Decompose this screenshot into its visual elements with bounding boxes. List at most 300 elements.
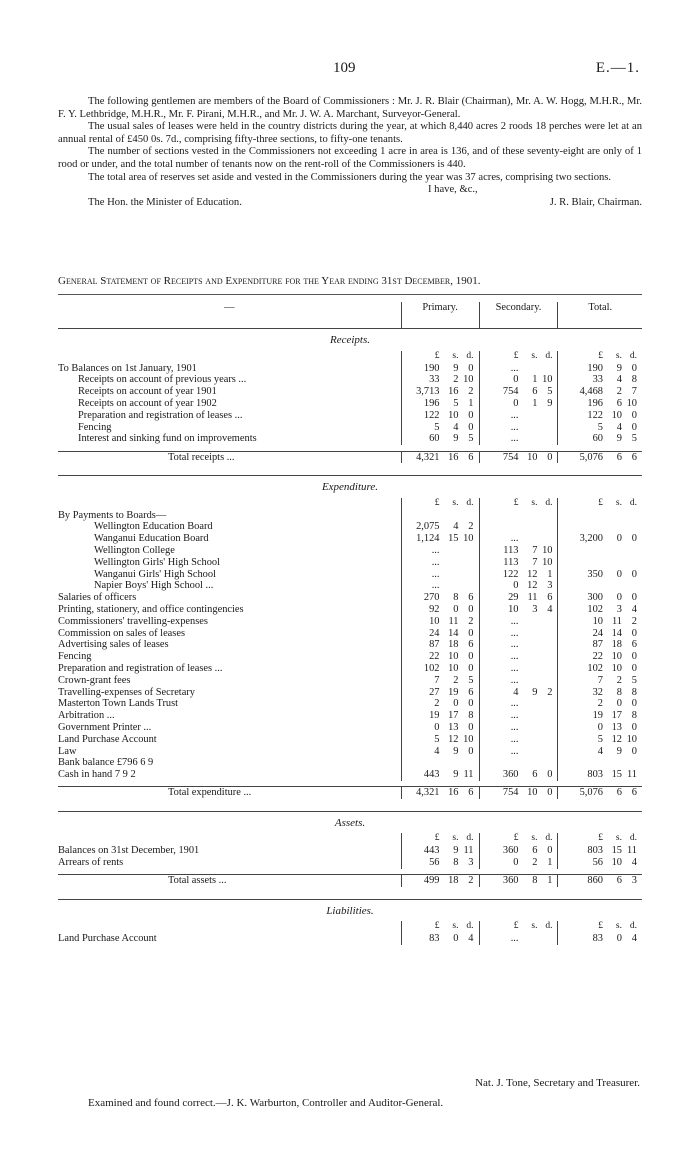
receipts-total-value-shillings: 6 xyxy=(616,397,622,409)
receipts-total-value-pounds: 60 xyxy=(592,433,603,445)
receipts-primary-value xyxy=(401,386,479,398)
liabilities-primary-value-pence: 4 xyxy=(468,933,474,945)
expenditure-primary-value-pounds: ... xyxy=(431,544,440,556)
expenditure-secondary-value xyxy=(479,722,558,734)
receipts-primary-value-pounds: 122 xyxy=(423,409,440,421)
expenditure-secondary-value xyxy=(479,569,558,581)
expenditure-total-value-pence: 10 xyxy=(626,733,637,745)
title-rule xyxy=(58,294,642,295)
receipts-total-value-pence: 5 xyxy=(631,433,637,445)
expenditure-primary-value-pounds: ... xyxy=(431,580,440,592)
expenditure-secondary-value xyxy=(479,616,558,628)
expenditure-row-label: Arbitration ... xyxy=(58,710,115,722)
expenditure-secondary-value-pounds: 113 xyxy=(503,556,519,568)
expenditure-primary-value-pounds: 92 xyxy=(429,603,440,615)
expenditure-total-value-pence: 8 xyxy=(631,710,637,722)
page-header xyxy=(0,60,700,80)
expenditure-primary-value-shillings: 9 xyxy=(453,745,459,757)
receipts-secondary-value xyxy=(479,386,558,398)
receipts-total-primary-shillings: 16 xyxy=(448,451,459,463)
receipts-row-label: To Balances on 1st January, 1901 xyxy=(58,362,197,374)
expenditure-primary-value-pence: 2 xyxy=(468,521,474,533)
expenditure-primary-value xyxy=(401,545,479,557)
expenditure-total-value-shillings: 10 xyxy=(611,662,622,674)
assets-total-secondary-pounds: 360 xyxy=(502,875,519,887)
expenditure-row xyxy=(58,675,642,687)
currency-unit: d. xyxy=(629,833,637,844)
expenditure-total-total-pence: 6 xyxy=(631,787,637,799)
currency-unit: s. xyxy=(452,833,459,844)
currency-unit: d. xyxy=(545,921,553,932)
expenditure-primary-value xyxy=(401,533,479,545)
expenditure-total-value-shillings: 0 xyxy=(616,568,622,580)
receipts-secondary-value-shillings: 1 xyxy=(532,397,538,409)
expenditure-row-label: Law xyxy=(58,745,77,757)
leader-dots xyxy=(208,616,401,628)
expenditure-secondary-value-pounds: ... xyxy=(510,651,519,663)
expenditure-primary-value-pence: 6 xyxy=(468,686,474,698)
receipts-total-value-pounds: 122 xyxy=(587,409,603,421)
currency-unit: £ xyxy=(513,350,519,361)
expenditure-secondary-value xyxy=(479,639,558,651)
expenditure-primary-value xyxy=(401,722,479,734)
receipts-secondary-value xyxy=(479,433,558,445)
expenditure-secondary-value-pence: 0 xyxy=(547,769,553,781)
expenditure-row xyxy=(58,722,642,734)
assets-total-value-shillings: 10 xyxy=(611,857,622,869)
receipts-secondary-value-pence: 10 xyxy=(542,374,553,386)
expenditure-primary-value-pence: 5 xyxy=(468,674,474,686)
expenditure-total-value-pounds: 7 xyxy=(597,674,603,686)
expenditure-secondary-value xyxy=(479,580,558,592)
expenditure-row xyxy=(58,734,642,746)
assets-total-value-pounds: 803 xyxy=(587,845,603,857)
leader-dots xyxy=(157,734,401,746)
expenditure-row-label: Wellington Girls' High School xyxy=(94,556,221,568)
leader-dots xyxy=(244,604,401,616)
expenditure-primary-value-pence xyxy=(459,580,474,592)
expenditure-total-value-pounds: 4 xyxy=(597,745,603,757)
expenditure-total-value xyxy=(558,675,642,687)
currency-unit: s. xyxy=(615,497,622,508)
liabilities-row-label: Land Purchase Account xyxy=(58,933,157,945)
leader-dots xyxy=(115,710,401,722)
expenditure-primary-value xyxy=(401,616,479,628)
receipts-total-value-pounds: 190 xyxy=(587,362,603,374)
expenditure-secondary-value-pounds: ... xyxy=(510,639,519,651)
expenditure-total-total xyxy=(558,787,642,799)
receipts-primary-value-shillings: 4 xyxy=(453,421,459,433)
expenditure-secondary-value-pounds: ... xyxy=(510,710,519,722)
currency-unit: s. xyxy=(452,921,459,932)
expenditure-primary-value-shillings: 14 xyxy=(448,627,459,639)
receipts-total-value-pence: 10 xyxy=(626,397,637,409)
expenditure-total-label: Total expenditure ... xyxy=(58,787,401,799)
expenditure-primary-value xyxy=(401,557,479,569)
receipts-total-value xyxy=(558,374,642,386)
leader-dots xyxy=(151,722,401,734)
expenditure-primary-value-pounds: 22 xyxy=(429,651,440,663)
currency-unit: d. xyxy=(629,350,637,361)
expenditure-secondary-value-shillings xyxy=(518,628,537,640)
receipts-secondary-value-pence xyxy=(537,410,552,422)
expenditure-primary-value-shillings: 10 xyxy=(448,651,459,663)
expenditure-total-value xyxy=(558,557,642,569)
assets-total-value-pence: 11 xyxy=(626,845,637,857)
expenditure-secondary-value-pounds: ... xyxy=(510,721,519,733)
expenditure-total-secondary-pounds: 754 xyxy=(502,787,519,799)
intro-paragraph-sales: The usual sales of leases were held in the country districts during the year, at which 8,440 acres 2 roods 18 perches were let at an annual rental of £450 0s. 7d., comprising fifty-three sections, to fifty-one tenants. xyxy=(58,121,642,145)
expenditure-total-value-shillings: 12 xyxy=(611,733,622,745)
expenditure-secondary-value-pounds: ... xyxy=(510,627,519,639)
expenditure-primary-value xyxy=(401,521,479,533)
receipts-primary-value-pence: 10 xyxy=(463,374,474,386)
leader-dots xyxy=(130,675,400,687)
expenditure-total-secondary xyxy=(479,787,558,799)
expenditure-secondary-value-shillings xyxy=(518,663,537,675)
currency-unit: s. xyxy=(452,497,459,508)
closing-line: I have, &c., xyxy=(428,184,478,196)
receipts-primary-value-pounds: 190 xyxy=(423,362,440,374)
currency-unit: s. xyxy=(531,833,538,844)
receipts-primary-value-pence: 0 xyxy=(468,362,474,374)
statement-title: General Statement of Receipts and Expenditure for the Year ending 31st December, 1901. xyxy=(58,275,481,287)
expenditure-primary-value-pounds: 27 xyxy=(429,686,440,698)
assets-primary-value xyxy=(401,845,479,857)
leader-dots xyxy=(91,651,400,663)
receipts-total-value-shillings: 4 xyxy=(616,374,622,386)
receipts-secondary-value-pence xyxy=(537,363,552,375)
assets-total-total-pounds: 860 xyxy=(587,875,603,887)
assets-total-total xyxy=(558,875,642,887)
expenditure-total-value-pounds: 300 xyxy=(587,592,603,604)
assets-primary-value-pence: 11 xyxy=(463,845,474,857)
expenditure-row-label: Napier Boys' High School ... xyxy=(94,580,214,592)
expenditure-secondary-value-pence: 4 xyxy=(547,603,553,615)
expenditure-secondary-value xyxy=(479,592,558,604)
expenditure-row xyxy=(58,710,642,722)
expenditure-primary-value-pence xyxy=(459,569,474,581)
expenditure-total-value-pounds: 102 xyxy=(587,603,603,615)
currency-unit: d. xyxy=(629,921,637,932)
expenditure-total-value xyxy=(558,746,642,758)
expenditure-row-label: Travelling-expenses of Secretary xyxy=(58,686,195,698)
expenditure-primary-value xyxy=(401,651,479,663)
secretary-signature: Nat. J. Tone, Secretary and Treasurer. xyxy=(475,1077,640,1089)
currency-unit: d. xyxy=(545,497,553,508)
currency-unit: d. xyxy=(466,497,474,508)
receipts-primary-value-pence: 0 xyxy=(468,421,474,433)
assets-total-label: Total assets ... xyxy=(58,875,401,887)
expenditure-total-value xyxy=(558,722,642,734)
leader-dots xyxy=(242,410,400,422)
receipts-primary-value-pounds: 60 xyxy=(429,433,440,445)
expenditure-secondary-value-shillings xyxy=(518,734,537,746)
expenditure-primary-value-shillings: 0 xyxy=(453,603,459,615)
expenditure-secondary-value-shillings: 6 xyxy=(532,769,538,781)
expenditure-total-value-shillings: 10 xyxy=(611,651,622,663)
expenditure-row xyxy=(58,545,642,557)
currency-unit: s. xyxy=(531,350,538,361)
currency-unit: d. xyxy=(545,833,553,844)
receipts-secondary-value xyxy=(479,374,558,386)
receipts-secondary-value-shillings xyxy=(518,433,537,445)
receipts-total-row xyxy=(58,451,642,463)
expenditure-row-label: Printing, stationery, and office contingencies xyxy=(58,603,244,615)
expenditure-total-value-pounds: 32 xyxy=(592,686,603,698)
column-header-row xyxy=(58,302,642,329)
receipts-secondary-value-pounds: 0 xyxy=(513,397,519,409)
expenditure-total-value-shillings: 8 xyxy=(616,686,622,698)
receipts-secondary-value-pence xyxy=(537,433,552,445)
leader-dots xyxy=(222,663,400,675)
expenditure-secondary-value-pounds: 10 xyxy=(508,603,519,615)
receipts-total-value-pence: 0 xyxy=(631,409,637,421)
expenditure-secondary-value xyxy=(479,533,558,545)
receipts-primary-value xyxy=(401,374,479,386)
expenditure-primary-value xyxy=(401,746,479,758)
expenditure-row xyxy=(58,557,642,569)
statement-table xyxy=(58,302,642,945)
expenditure-total-value-pounds: 19 xyxy=(592,710,603,722)
intro-paragraph-reserves: The total area of reserves set aside and vested in the Commissioners during the year was 37 acres, comprising two sections. xyxy=(88,171,612,183)
expenditure-row-label: Commissioners' travelling-expenses xyxy=(58,615,208,627)
expenditure-row-label: Salaries of officers xyxy=(58,592,137,604)
expenditure-total-value xyxy=(558,687,642,699)
receipts-secondary-value xyxy=(479,398,558,410)
expenditure-primary-value-pounds: 2,075 xyxy=(416,521,440,533)
receipts-primary-value-pounds: 33 xyxy=(429,374,440,386)
expenditure-primary-value-shillings: 4 xyxy=(453,521,459,533)
expenditure-total-value-pounds: 87 xyxy=(592,639,603,651)
expenditure-secondary-value xyxy=(479,757,558,769)
expenditure-secondary-value-shillings xyxy=(518,651,537,663)
liabilities-total-value-shillings: 0 xyxy=(616,933,622,945)
expenditure-row-label: Fencing xyxy=(58,651,92,663)
expenditure-secondary-value xyxy=(479,746,558,758)
expenditure-secondary-value-shillings xyxy=(518,710,537,722)
expenditure-total-value xyxy=(558,698,642,710)
currency-unit: £ xyxy=(598,833,603,844)
liabilities-primary-value-pounds: 83 xyxy=(429,933,440,945)
receipts-secondary-value-pounds: 0 xyxy=(513,374,519,386)
expenditure-secondary-value-pounds: 122 xyxy=(502,568,519,580)
expenditure-primary-value xyxy=(401,510,479,522)
receipts-total-value xyxy=(558,422,642,434)
expenditure-primary-value-pounds: 0 xyxy=(434,721,440,733)
expenditure-row xyxy=(58,580,642,592)
expenditure-primary-value-pence: 6 xyxy=(468,639,474,651)
expenditure-total-value xyxy=(558,604,642,616)
receipts-row-label: Receipts on account of previous years ... xyxy=(78,374,247,386)
total-column-header: Total. xyxy=(558,302,642,329)
expenditure-row-label: Masterton Town Lands Trust xyxy=(58,698,179,710)
receipts-total-value-pounds: 196 xyxy=(587,397,603,409)
expenditure-primary-value-pence: 0 xyxy=(468,745,474,757)
expenditure-total-value-pounds: 5 xyxy=(597,733,603,745)
liabilities-secondary-value xyxy=(479,933,558,945)
intro-paragraph-members: The following gentlemen are members of the Board of Commissioners : Mr. J. R. Blair (Chairman), Mr. A. W. Hogg, M.H.R., Mr. F. Y. Lethbridge, M.H.R., Mr. F. Pirani, M.H.R., and Mr. J. W. A. Marchant, Surveyor-General. xyxy=(58,96,642,120)
expenditure-row-label: Advertising sales of leases xyxy=(58,639,169,651)
expenditure-total-value-shillings: 14 xyxy=(611,627,622,639)
expenditure-total-value xyxy=(558,616,642,628)
expenditure-secondary-value-shillings: 12 xyxy=(527,568,538,580)
expenditure-primary-value-pounds: 10 xyxy=(429,615,440,627)
expenditure-total-value-pounds: 22 xyxy=(592,651,603,663)
expenditure-total-total-shillings: 6 xyxy=(616,787,622,799)
receipts-row xyxy=(58,398,642,410)
receipts-total-total-shillings: 6 xyxy=(616,451,622,463)
liabilities-row xyxy=(58,933,642,945)
expenditure-primary-value xyxy=(401,663,479,675)
expenditure-primary-value-pence: 2 xyxy=(468,615,474,627)
expenditure-row xyxy=(58,639,642,651)
expenditure-secondary-value-shillings: 9 xyxy=(532,686,538,698)
assets-total-secondary xyxy=(479,875,558,887)
assets-secondary-value-shillings: 2 xyxy=(532,857,538,869)
expenditure-secondary-value-pence xyxy=(537,710,552,722)
expenditure-total-value-pence: 4 xyxy=(631,603,637,615)
receipts-row xyxy=(58,422,642,434)
intro-text xyxy=(58,96,642,209)
receipts-primary-value-shillings: 10 xyxy=(448,409,459,421)
receipts-secondary-value-pence xyxy=(537,422,552,434)
expenditure-primary-value-shillings xyxy=(440,569,459,581)
expenditure-row xyxy=(58,698,642,710)
expenditure-secondary-value-pence xyxy=(537,722,552,734)
expenditure-primary-value-pence: 10 xyxy=(463,533,474,545)
leader-dots xyxy=(123,857,401,869)
expenditure-row xyxy=(58,616,642,628)
expenditure-primary-value-shillings: 17 xyxy=(448,710,459,722)
currency-unit: d. xyxy=(629,497,637,508)
expenditure-primary-value-pounds: 102 xyxy=(423,662,440,674)
expenditure-total-value-pence: 2 xyxy=(631,615,637,627)
currency-unit: d. xyxy=(545,350,553,361)
liabilities-primary-value-shillings: 0 xyxy=(453,933,459,945)
receipts-primary-value-pence: 2 xyxy=(468,386,474,398)
expenditure-primary-value-shillings: 2 xyxy=(453,674,459,686)
expenditure-total-value-pounds: 0 xyxy=(597,721,603,733)
expenditure-primary-value-pence: 11 xyxy=(463,769,474,781)
leader-dots xyxy=(216,569,401,581)
expenditure-secondary-value-pounds: 0 xyxy=(513,580,519,592)
expenditure-secondary-value-pence xyxy=(537,734,552,746)
expenditure-row xyxy=(58,510,642,522)
expenditure-row xyxy=(58,521,642,533)
leader-dots xyxy=(195,687,401,699)
currency-unit: d. xyxy=(466,921,474,932)
expenditure-secondary-value-pence xyxy=(537,698,552,710)
liabilities-secondary-value-pence xyxy=(537,933,552,945)
leader-dots xyxy=(166,510,401,522)
expenditure-secondary-value-shillings: 3 xyxy=(532,603,538,615)
expenditure-total-primary-pence: 6 xyxy=(468,787,474,799)
expenditure-total-primary-pounds: 4,321 xyxy=(416,787,440,799)
currency-unit: £ xyxy=(513,921,519,932)
leader-dots xyxy=(197,363,401,375)
receipts-total-primary-pence: 6 xyxy=(468,451,474,463)
expenditure-secondary-value-pence xyxy=(537,746,552,758)
currency-unit: s. xyxy=(615,921,622,932)
expenditure-secondary-value-shillings: 11 xyxy=(527,592,538,604)
expenditure-primary-value-pence xyxy=(459,545,474,557)
leader-dots xyxy=(220,557,401,569)
currency-unit: s. xyxy=(531,921,538,932)
receipts-total-value-shillings: 4 xyxy=(616,421,622,433)
expenditure-total-value-pence: 11 xyxy=(626,769,637,781)
expenditure-primary-value xyxy=(401,592,479,604)
assets-row xyxy=(58,857,642,869)
receipts-total-value xyxy=(558,410,642,422)
expenditure-secondary-value-pence: 2 xyxy=(547,686,553,698)
expenditure-primary-value xyxy=(401,734,479,746)
receipts-primary-value-shillings: 5 xyxy=(453,397,459,409)
expenditure-row-label: Wellington College xyxy=(94,544,175,556)
expenditure-total-value-pence: 8 xyxy=(631,686,637,698)
currency-unit: £ xyxy=(434,833,440,844)
expenditure-primary-value xyxy=(401,569,479,581)
expenditure-section-header xyxy=(58,475,642,497)
expenditure-primary-value-shillings: 19 xyxy=(448,686,459,698)
expenditure-secondary-value-pounds: 113 xyxy=(503,544,519,556)
expenditure-total-value xyxy=(558,533,642,545)
liabilities-primary-value xyxy=(401,933,479,945)
expenditure-primary-value-pounds: 443 xyxy=(423,769,440,781)
liabilities-total-value-pence: 4 xyxy=(631,933,637,945)
expenditure-total-value-shillings: 9 xyxy=(616,745,622,757)
receipts-row-label: Fencing xyxy=(78,421,112,433)
expenditure-total-value-shillings: 15 xyxy=(611,769,622,781)
expenditure-row xyxy=(58,651,642,663)
expenditure-secondary-value-pence xyxy=(537,651,552,663)
assets-secondary-value-pence: 0 xyxy=(547,845,553,857)
expenditure-primary-value-shillings xyxy=(440,557,459,569)
expenditure-secondary-value-pounds: 4 xyxy=(513,686,519,698)
currency-unit: s. xyxy=(615,833,622,844)
expenditure-total-value-pence: 0 xyxy=(631,533,637,545)
assets-primary-value-shillings: 9 xyxy=(453,845,459,857)
receipts-total-primary-pounds: 4,321 xyxy=(416,451,440,463)
assets-primary-value-pence: 3 xyxy=(468,857,474,869)
expenditure-secondary-value-pence: 10 xyxy=(542,556,553,568)
expenditure-total-value-shillings: 11 xyxy=(611,615,622,627)
expenditure-primary-value-pounds: ... xyxy=(431,556,440,568)
expenditure-secondary-value xyxy=(479,710,558,722)
receipts-row-label: Receipts on account of year 1901 xyxy=(78,386,217,398)
expenditure-primary-value-pence: 8 xyxy=(468,710,474,722)
expenditure-secondary-value xyxy=(479,521,558,533)
receipts-total-total xyxy=(558,451,642,463)
expenditure-total-value-pence: 5 xyxy=(631,674,637,686)
leader-dots xyxy=(185,628,401,640)
expenditure-total-value-pence: 0 xyxy=(631,568,637,580)
assets-total-value-pounds: 56 xyxy=(592,857,603,869)
liabilities-secondary-value-shillings xyxy=(518,933,537,945)
expenditure-secondary-value-shillings xyxy=(518,746,537,758)
receipts-secondary-value-pence: 9 xyxy=(547,397,553,409)
liabilities-section-header xyxy=(58,899,642,921)
expenditure-total-value-pence: 0 xyxy=(631,651,637,663)
currency-header-row xyxy=(58,498,642,510)
expenditure-total-value xyxy=(558,569,642,581)
expenditure-primary-value-pence: 6 xyxy=(468,592,474,604)
leader-dots xyxy=(175,545,401,557)
leader-dots xyxy=(178,698,401,710)
currency-unit: £ xyxy=(598,497,603,508)
receipts-total-value-pounds: 4,468 xyxy=(579,386,603,398)
expenditure-secondary-value-pounds: 360 xyxy=(502,769,519,781)
